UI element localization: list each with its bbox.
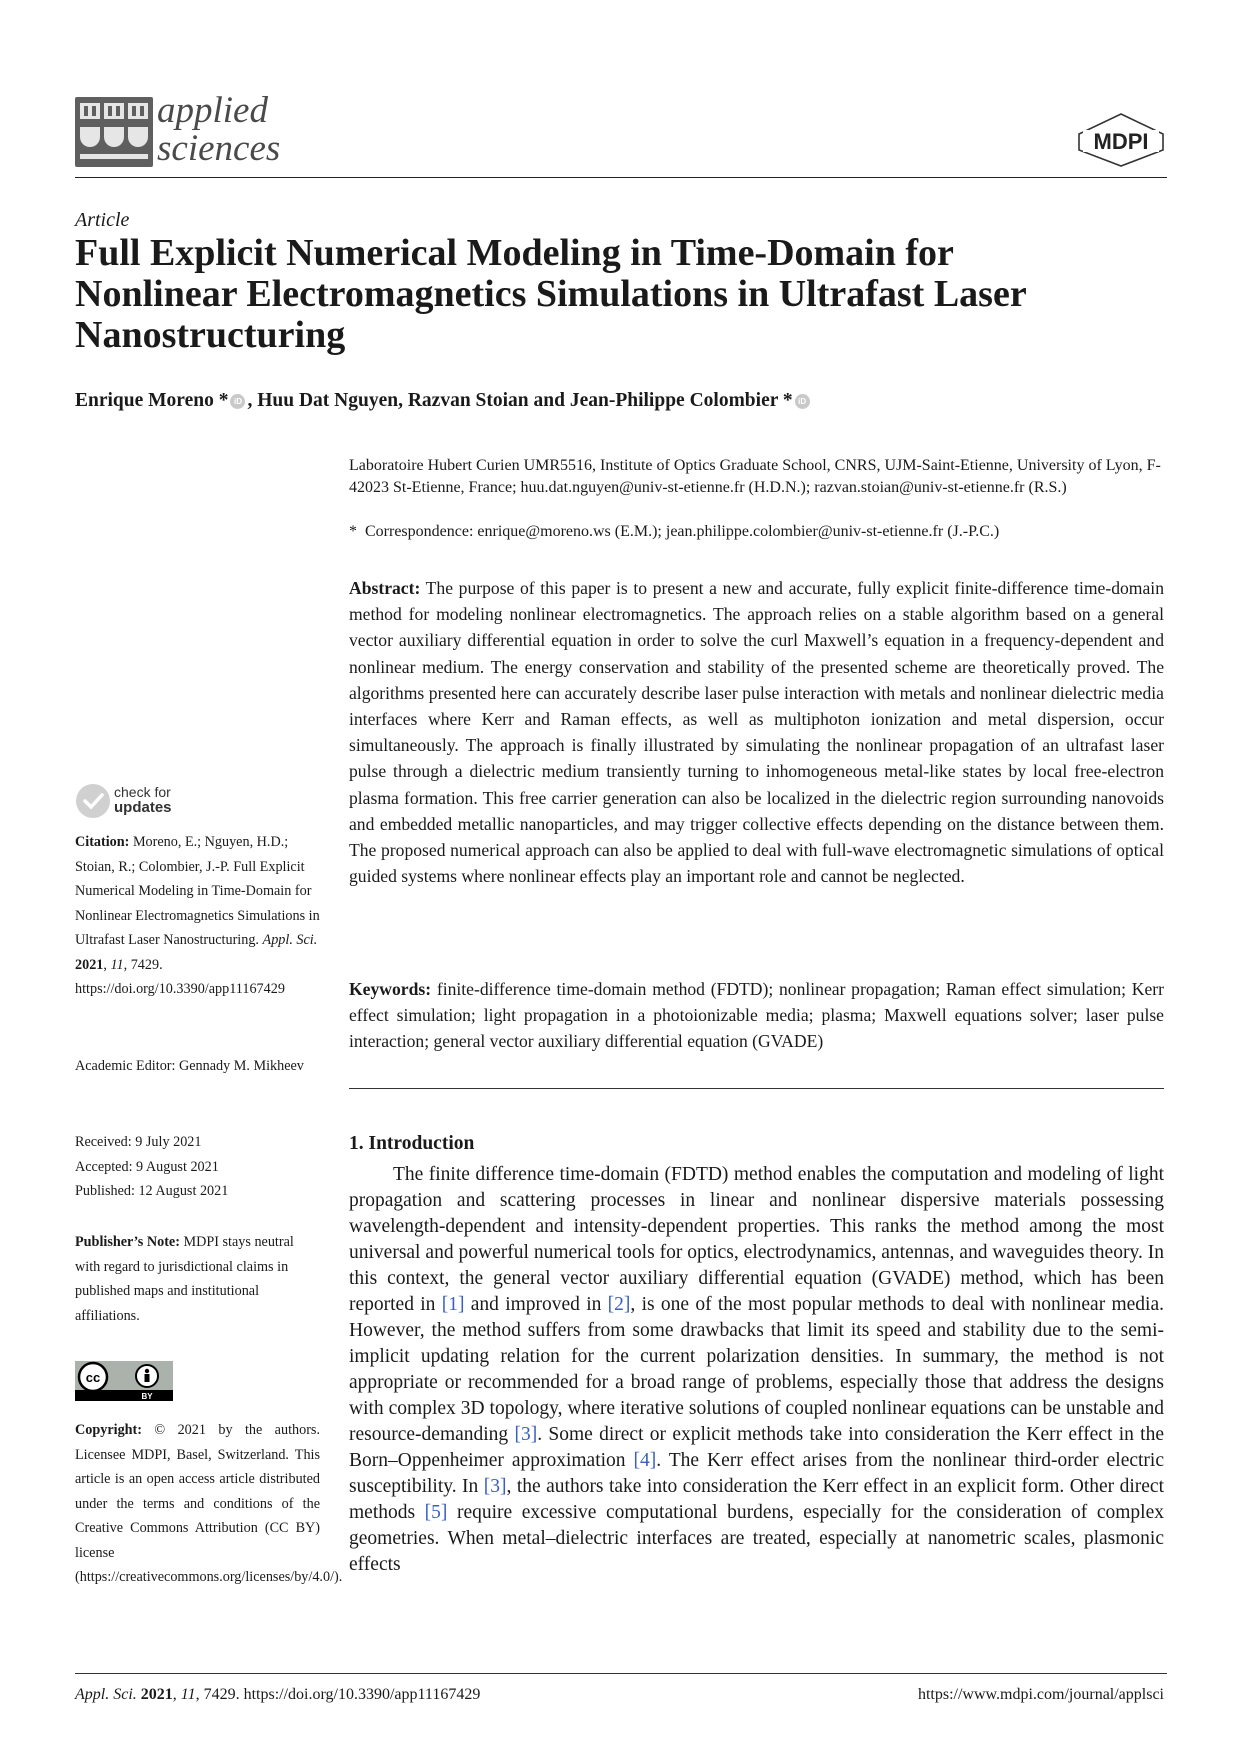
correspondence-text: Correspondence: enrique@moreno.ws (E.M.); jean.philippe.colombier@univ-st-etienne.fr (J.-P.C.): [365, 523, 1000, 540]
check-line2: updates: [114, 799, 172, 816]
intro-text: , the authors take into consideration the Kerr effect in an explicit form. Other direct methods: [349, 1476, 1164, 1523]
journal-name-line2: sciences: [157, 128, 281, 169]
check-line1: check for: [114, 784, 171, 800]
published-date: Published: 12 August 2021: [75, 1183, 229, 1199]
accepted-date: Accepted: 9 August 2021: [75, 1158, 219, 1175]
citation-link[interactable]: [3]: [514, 1424, 538, 1445]
publisher-name: MDPI: [1093, 129, 1149, 154]
check-for-updates[interactable]: [114, 785, 172, 815]
check-for-updates-icon[interactable]: [75, 783, 111, 824]
correspondence: [349, 521, 1180, 543]
citation-year: 2021: [75, 956, 104, 973]
section-rule: [349, 1088, 1164, 1089]
author-list: [75, 390, 812, 412]
publisher-note: [75, 1230, 320, 1328]
citation-link[interactable]: [5]: [424, 1502, 448, 1523]
article-type: Article: [75, 209, 130, 231]
abstract: [349, 575, 1164, 889]
copyright-text: © 2021 by the authors. Licensee MDPI, Basel, Switzerland. This article is an open access article distributed under the terms and conditions of the Creative Commons Attribution (CC BY) license (https://creativecommons.org/licenses/by/4.0/).: [75, 1422, 343, 1585]
footer-journal: Appl. Sci.: [75, 1686, 137, 1703]
correspondence-star: *: [349, 523, 357, 540]
footer-url[interactable]: https://www.mdpi.com/journal/applsci: [917, 1686, 1164, 1703]
cc-license-icon[interactable]: [75, 1361, 173, 1406]
journal-name-line1: applied: [157, 90, 268, 131]
header-rule: [75, 177, 1167, 178]
publisher-note-text: MDPI stays neutral with regard to jurisdictional claims in published maps and institutional affiliations.: [75, 1234, 294, 1324]
section-heading: 1. Introduction: [349, 1133, 475, 1154]
authors-rest: , Huu Dat Nguyen, Razvan Stoian and Jean-Philippe Colombier *: [247, 390, 793, 411]
publisher-note-label: Publisher’s Note:: [75, 1234, 180, 1250]
keywords: [349, 976, 1164, 1055]
cc-by-label: BY: [141, 1392, 153, 1401]
abstract-label: Abstract:: [349, 578, 421, 598]
mdpi-logo: [1075, 112, 1167, 173]
footer-rule: [75, 1673, 1167, 1674]
keywords-text: finite-difference time-domain method (FDTD); nonlinear propagation; Raman effect simulation; Kerr effect simulation; light propagation in a photoionizable media; plasma; Maxwell equations solver; laser pulse interaction; general vector auxiliary differential equation (GVADE): [349, 979, 1164, 1052]
footer-volume: 11: [180, 1686, 196, 1703]
citation-link[interactable]: [4]: [633, 1450, 657, 1471]
citation-text: Moreno, E.; Nguyen, H.D.; Stoian, R.; Colombier, J.-P. Full Explicit Numerical Modeling in Time-Domain for Nonlinear Electromagnetics Simulations in Ultrafast Laser Nanostructuring.: [75, 834, 320, 948]
academic-editor: Academic Editor: Gennady M. Mikheev: [75, 1058, 304, 1074]
dates-block: [75, 1130, 320, 1204]
orcid-icon[interactable]: iD: [230, 394, 245, 409]
keywords-label: Keywords:: [349, 979, 432, 999]
footer-doi[interactable]: , 7429. https://doi.org/10.3390/app11167429: [195, 1686, 481, 1703]
received-date: Received: 9 July 2021: [75, 1134, 202, 1150]
intro-text: , is one of the most popular methods to deal with nonlinear media. However, the method suffers from some drawbacks that limit its speed and stability due to the semi-implicit updating relation for the current polarization densities. In summary, the method is not appropriate or recommended for a broad range of problems, especially those that address the designs with complex 3D topology, where iterative solutions of coupled nonlinear equations can be unstable and resource-demanding: [349, 1294, 1164, 1445]
citation-link[interactable]: [1]: [441, 1294, 465, 1315]
citation-label: Citation:: [75, 834, 130, 850]
intro-paragraph: [349, 1162, 1164, 1578]
copyright-block: [75, 1418, 343, 1590]
citation-block: Citation: Moreno, E.; Nguyen, H.D.; Stoian, R.; Colombier, J.-P. Full Explicit Numerical Modeling in Time-Domain for Nonlinear Electromagnetics Simulations in Ultrafast Laser Nanostructuring. Appl. Sci. 2021, 11, 7429. https://doi.org/10.3390/app11167429: [75, 834, 320, 997]
orcid-icon[interactable]: iD: [795, 394, 810, 409]
citation-volume: 11: [110, 956, 124, 973]
citation-link[interactable]: [2]: [607, 1294, 631, 1315]
citation-doi[interactable]: , 7429. https://doi.org/10.3390/app11167429: [75, 956, 285, 997]
intro-text: . Some direct or explicit methods take into consideration the Kerr effect in the Born–Oppenheimer approximation: [349, 1424, 1164, 1471]
intro-text: require excessive computational burdens, especially for the consideration of complex geometries. When metal–dielectric interfaces are treated, especially at nanometric scales, plasmonic effects: [349, 1502, 1164, 1575]
citation-link[interactable]: [3]: [483, 1476, 507, 1497]
affiliation: [349, 455, 1164, 499]
copyright-label: Copyright:: [75, 1422, 142, 1438]
citation-journal: Appl. Sci.: [262, 932, 318, 948]
paper-title: Full Explicit Numerical Modeling in Time-Domain for Nonlinear Electromagnetics Simulations in Ultrafast Laser Nanostructuring: [75, 232, 1027, 356]
author-1: Enrique Moreno *: [75, 390, 229, 411]
abstract-text: The purpose of this paper is to present a new and accurate, fully explicit finite-difference time-domain method for modeling nonlinear electromagnetics. The approach relies on a stable algorithm based on a general vector auxiliary differential equation in order to solve the curl Maxwell’s equation in a frequency-dependent and nonlinear medium. The energy conservation and stability of the presented scheme are theoretically proved. The algorithms presented here can accurately describe laser pulse interaction with metals and nonlinear dielectric media interfaces where Kerr and Raman effects, as well as multiphoton ionization and metal dispersion, occur simultaneously. The approach is finally illustrated by simulating the nonlinear propagation of an ultrafast laser pulse through a dielectric medium transiently turning to inhomogeneous metal-like states by local free-electron plasma formation. This free carrier generation can also be localized in the dielectric region surrounding nanovoids and embedded metallic nanoparticles, and may trigger collective effects depending on the distance between them. The proposed numerical approach can also be applied to deal with full-wave electromagnetic simulations of optical guided systems where nonlinear effects play an important role and cannot be neglected.: [349, 578, 1164, 887]
journal-name: [157, 92, 280, 168]
intro-text: . The Kerr effect arises from the nonlinear third-order electric susceptibility. In: [349, 1450, 1164, 1497]
affiliation-text: Laboratoire Hubert Curien UMR5516, Institute of Optics Graduate School, CNRS, UJM-Saint-Etienne, University of Lyon, F-42023 St-Etienne, France; huu.dat.nguyen@univ-st-etienne.fr (H.D.N.); razvan.stoian@univ-st-etienne.fr (R.S.): [349, 457, 1161, 496]
journal-logo: [75, 97, 153, 167]
intro-text: The finite difference time-domain (FDTD) method enables the computation and modeling of light propagation and scattering processes in linear and nonlinear dispersive materials possessing wavelength-dependent and intensity-dependent properties. This ranks the method among the most universal and powerful numerical tools for optics, electrodynamics, antennas, and waveguides theory. In this context, the general vector auxiliary differential equation (GVADE) method, which has been reported in: [349, 1164, 1164, 1315]
footer-year: 2021: [140, 1686, 173, 1703]
intro-text: and improved in: [464, 1294, 608, 1315]
svg-text:cc: cc: [85, 1370, 101, 1385]
footer-citation: Appl. Sci. 2021, 11, 7429. https://doi.org/10.3390/app11167429: [75, 1686, 481, 1703]
